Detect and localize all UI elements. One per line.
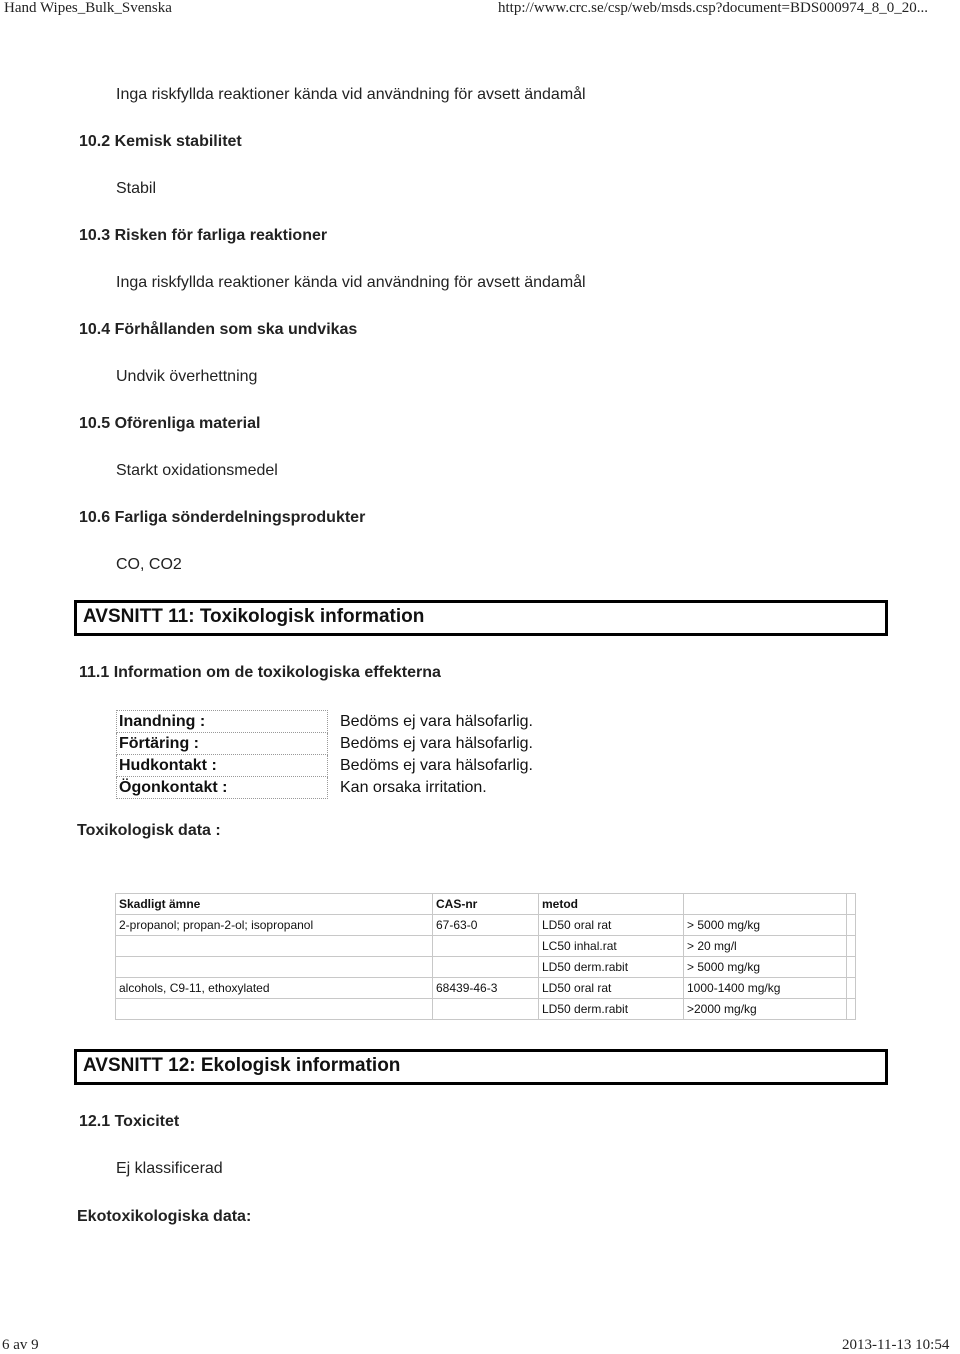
heading-12-1: 12.1 Toxicitet	[79, 1113, 180, 1130]
effect-row	[117, 711, 536, 733]
table-cell: 1000-1400 mg/kg	[684, 978, 847, 999]
heading-10-6: 10.6 Farliga sönderdelningsprodukter	[79, 509, 366, 526]
table-cell: LD50 oral rat	[539, 915, 684, 936]
table-cell: > 5000 mg/kg	[684, 915, 847, 936]
table-cell: 67-63-0	[433, 915, 539, 936]
table-cell: > 20 mg/l	[684, 936, 847, 957]
text-10-3: Inga riskfyllda reaktioner kända vid användning för avsett ändamål	[116, 274, 586, 291]
effect-row	[117, 755, 536, 777]
page-number: 6 av 9	[2, 1337, 39, 1353]
column-header	[684, 894, 847, 915]
table-cell	[847, 999, 856, 1020]
table-cell	[116, 999, 433, 1020]
table-row	[116, 999, 856, 1020]
table-cell: LD50 derm.rabit	[539, 957, 684, 978]
header-title: Hand Wipes_Bulk_Svenska	[4, 0, 172, 16]
heading-11-1: 11.1 Information om de toxikologiska effekterna	[79, 664, 441, 681]
header-url: http://www.crc.se/csp/web/msds.csp?document=BDS000974_8_0_20...	[498, 0, 928, 16]
heading-10-2: 10.2 Kemisk stabilitet	[79, 133, 242, 150]
print-timestamp: 2013-11-13 10:54	[842, 1337, 950, 1353]
effect-label: Hudkontakt :	[117, 755, 328, 777]
effect-row	[117, 777, 536, 799]
column-header: metod	[539, 894, 684, 915]
table-cell	[116, 957, 433, 978]
effect-value: Bedöms ej vara hälsofarlig.	[340, 735, 533, 752]
table-cell: LD50 derm.rabit	[539, 999, 684, 1020]
table-cell	[847, 936, 856, 957]
table-cell: 2-propanol; propan-2-ol; isopropanol	[116, 915, 433, 936]
table-cell: alcohols, C9-11, ethoxylated	[116, 978, 433, 999]
table-row	[116, 957, 856, 978]
effect-value: Bedöms ej vara hälsofarlig.	[340, 713, 533, 730]
toxicology-table	[115, 893, 856, 1020]
table-cell	[847, 957, 856, 978]
effect-value: Bedöms ej vara hälsofarlig.	[340, 757, 533, 774]
column-header: CAS-nr	[433, 894, 539, 915]
heading-10-3: 10.3 Risken för farliga reaktioner	[79, 227, 328, 244]
column-header: Skadligt ämne	[116, 894, 433, 915]
effect-label: Förtäring :	[117, 733, 328, 755]
table-cell	[116, 936, 433, 957]
heading-10-4: 10.4 Förhållanden som ska undvikas	[79, 321, 358, 338]
table-cell	[433, 957, 539, 978]
table-cell	[433, 936, 539, 957]
effects-table	[116, 710, 536, 799]
table-row	[116, 978, 856, 999]
heading-10-5: 10.5 Oförenliga material	[79, 415, 261, 432]
effect-row	[117, 733, 536, 755]
table-cell: >2000 mg/kg	[684, 999, 847, 1020]
section-11-title: AVSNITT 11: Toxikologisk information	[83, 606, 425, 627]
table-cell: 68439-46-3	[433, 978, 539, 999]
effect-label: Inandning :	[117, 711, 328, 733]
table-cell	[847, 915, 856, 936]
table-cell: LD50 oral rat	[539, 978, 684, 999]
section-12-banner	[74, 1049, 888, 1085]
table-row	[116, 936, 856, 957]
table-header-row	[116, 894, 856, 915]
text-10-5: Starkt oxidationsmedel	[116, 462, 278, 479]
table-cell	[847, 978, 856, 999]
section-12-title: AVSNITT 12: Ekologisk information	[83, 1055, 401, 1076]
tox-data-heading: Toxikologisk data :	[77, 822, 221, 839]
table-row	[116, 915, 856, 936]
text-10-6: CO, CO2	[116, 556, 182, 573]
text-12-1: Ej klassificerad	[116, 1160, 223, 1177]
table-cell: > 5000 mg/kg	[684, 957, 847, 978]
eco-data-heading: Ekotoxikologiska data:	[77, 1208, 252, 1225]
table-cell: LC50 inhal.rat	[539, 936, 684, 957]
effect-label: Ögonkontakt :	[117, 777, 328, 799]
reactions-text: Inga riskfyllda reaktioner kända vid användning för avsett ändamål	[116, 86, 586, 103]
table-cell	[847, 894, 856, 915]
section-11-banner	[74, 600, 888, 636]
table-cell	[433, 999, 539, 1020]
text-10-2: Stabil	[116, 180, 157, 197]
text-10-4: Undvik överhettning	[116, 368, 258, 385]
effect-value: Kan orsaka irritation.	[340, 779, 487, 796]
